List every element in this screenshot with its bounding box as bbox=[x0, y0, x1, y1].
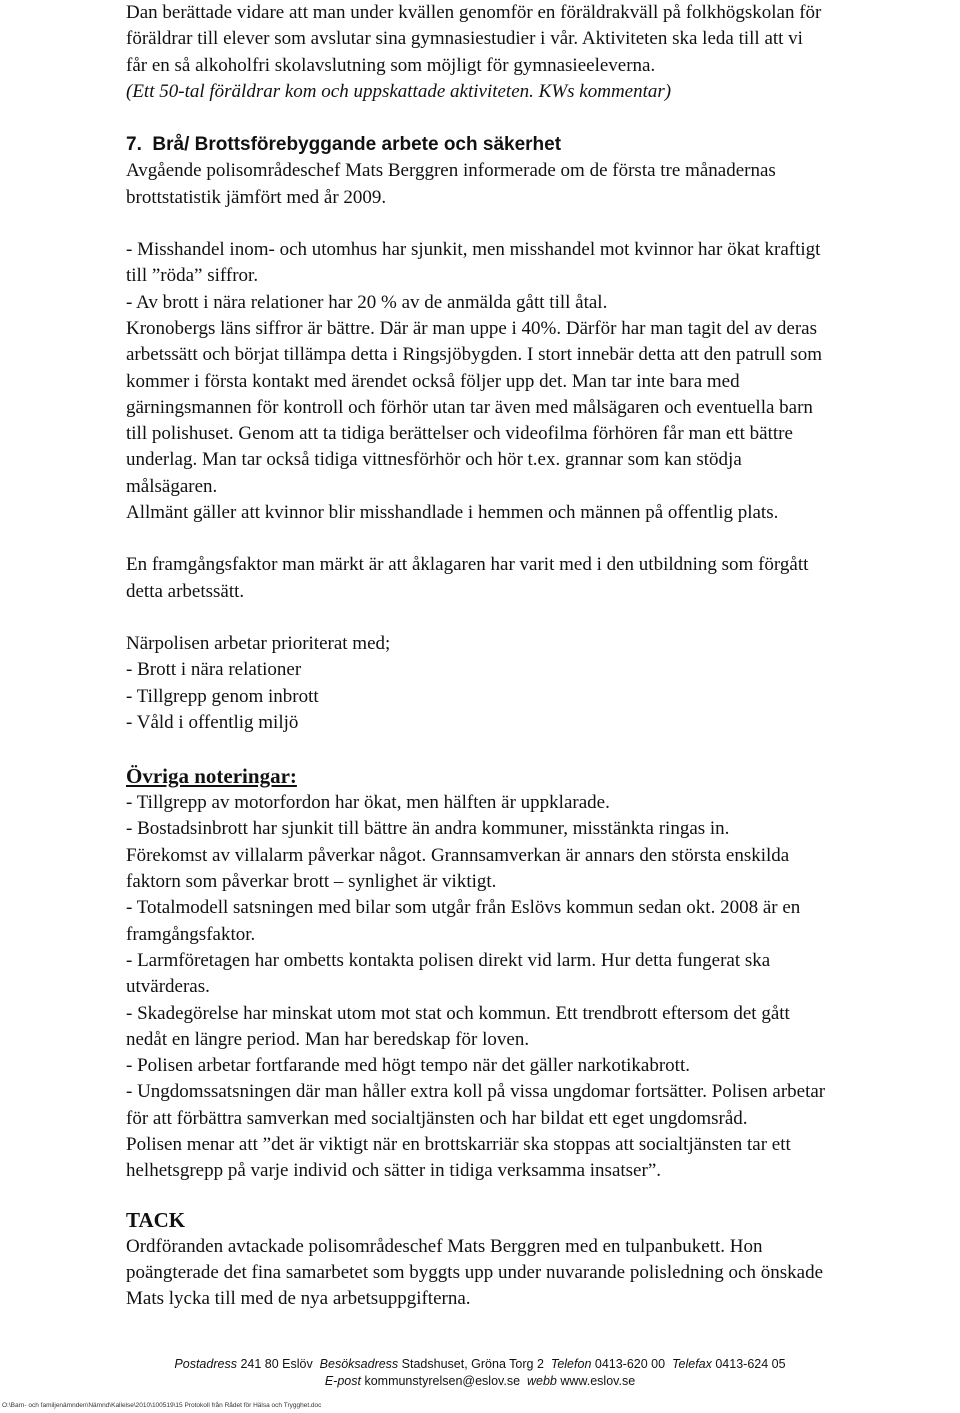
text-line: får en så alkoholfri skolavslutning som möjligt för gymnasieeleverna. bbox=[126, 54, 656, 76]
text-line: - Totalmodell satsningen med bilar som utgår från Eslövs kommun sedan okt. 2008 är en bbox=[126, 897, 801, 919]
text-line: gärningsmannen för kontroll och förhör utan tar även med målsägaren och eventuella barn bbox=[126, 396, 813, 418]
text-line: Mats lycka till med de nya arbetsuppgifterna. bbox=[126, 1288, 471, 1310]
footer-address-line bbox=[0, 1356, 960, 1373]
text-line: för att förbättra samverkan med socialtjänsten och har bildat ett eget ungdomsråd. bbox=[126, 1107, 748, 1129]
telefon-label: Telefon bbox=[550, 1357, 592, 1371]
text-line: - Polisen arbetar fortfarande med högt tempo när det gäller narkotikabrott. bbox=[126, 1055, 690, 1077]
text-line: Förekomst av villalarm påverkar något. Grannsamverkan är annars den största enskilda bbox=[126, 844, 790, 866]
text-line: - Ungdomssatsningen där man håller extra koll på vissa ungdomar fortsätter. Polisen arbetar bbox=[126, 1081, 826, 1103]
text-line: - Tillgrepp av motorfordon har ökat, men hälften är uppklarade. bbox=[126, 792, 610, 814]
text-line: framgångsfaktor. bbox=[126, 923, 256, 945]
tack-heading: TACK bbox=[126, 1207, 186, 1232]
list-item: - Brott i nära relationer bbox=[126, 659, 302, 681]
text-line: arbetssätt och börjat tillämpa detta i Ringsjöbygden. I stort innebär detta att den patrull som bbox=[126, 344, 822, 366]
text-line: - Misshandel inom- och utomhus har sjunkit, men misshandel mot kvinnor har ökat kraftigt bbox=[126, 239, 821, 261]
intro-paragraph bbox=[126, 0, 960, 105]
text-line: - Skadegörelse har minskat utom mot stat och kommun. Ett trendbrott eftersom det gått bbox=[126, 1002, 790, 1024]
intro-text bbox=[126, 0, 960, 105]
file-path: O:\Barn- och familjenämnden\Nämnd\Kallelse\2010\100519\15 Protokoll från Rådet för Hälsa och Trygghet.doc bbox=[2, 1402, 322, 1409]
text-line: nedåt en längre period. Man har beredskap för loven. bbox=[126, 1028, 530, 1050]
section-7 bbox=[126, 132, 960, 736]
text-line: målsägaren. bbox=[126, 475, 218, 497]
besoksadress-label: Besöksadress bbox=[319, 1357, 399, 1371]
text-line: Kronobergs läns siffror är bättre. Där är man uppe i 40%. Därför har man tagit del av deras bbox=[126, 317, 817, 339]
postadress-label: Postadress bbox=[174, 1357, 237, 1371]
text-line: poängterade det fina samarbetet som byggts upp under nuvarande polisledning och önskade bbox=[126, 1261, 823, 1283]
list-item: - Våld i offentlig miljö bbox=[126, 711, 299, 733]
telefax-label: Telefax bbox=[672, 1357, 712, 1371]
document-body bbox=[126, 0, 960, 1312]
text-line: faktorn som påverkar brott – synlighet är viktigt. bbox=[126, 871, 497, 893]
epost-value: kommunstyrelsen@eslov.se bbox=[364, 1374, 521, 1388]
text-line: brottstatistik jämfört med år 2009. bbox=[126, 186, 387, 208]
text-line: till ”röda” siffror. bbox=[126, 265, 259, 287]
webb-value: www.eslov.se bbox=[560, 1374, 636, 1388]
webb-label: webb bbox=[526, 1374, 557, 1388]
section-number: 7. bbox=[126, 134, 142, 156]
tack-section bbox=[126, 1206, 960, 1313]
text-line: - Larmföretagen har ombetts kontakta polisen direkt vid larm. Hur detta fungerat ska bbox=[126, 949, 771, 971]
text-line: kommer i första kontakt med ärendet också följer upp det. Man tar inte bara med bbox=[126, 370, 740, 392]
comment-line: (Ett 50-tal föräldrar kom och uppskattade aktiviteten. KWs kommentar) bbox=[126, 80, 672, 102]
text-line: till polishuset. Genom att ta tidiga berättelser och videofilma förhören får man ett bättre bbox=[126, 423, 793, 445]
section-intro bbox=[126, 158, 960, 211]
text-line: helhetsgrepp på varje individ och sätter in tidiga verksamma insatser”. bbox=[126, 1160, 661, 1182]
text-line: underlag. Man tar också tidiga vittnesförhör och hör t.ex. grannar som kan stödja bbox=[126, 449, 742, 471]
footer-contact-line bbox=[0, 1373, 960, 1390]
telefon-value: 0413-620 00 bbox=[594, 1357, 666, 1371]
postadress-value: 241 80 Eslöv bbox=[240, 1357, 313, 1371]
text-line: Allmänt gäller att kvinnor blir misshandlade i hemmen och männen på offentlig plats. bbox=[126, 502, 779, 524]
text-line: Ordföranden avtackade polisområdeschef Mats Berggren med en tulpanbukett. Hon bbox=[126, 1235, 763, 1257]
text-line: Närpolisen arbetar prioriterat med; bbox=[126, 632, 391, 654]
text-line: En framgångsfaktor man märkt är att åklagaren har varit med i den utbildning som förgått bbox=[126, 554, 809, 576]
priority-list bbox=[126, 631, 960, 736]
tack-text bbox=[126, 1234, 960, 1313]
text-line: detta arbetssätt. bbox=[126, 580, 245, 602]
text-line: - Av brott i nära relationer har 20 % av de anmälda gått till åtal. bbox=[126, 291, 608, 313]
telefax-value: 0413-624 05 bbox=[715, 1357, 786, 1371]
text-line: Polisen menar att ”det är viktigt när en brottskarriär ska stoppas att socialtjänsten tar ett bbox=[126, 1133, 791, 1155]
list-item: - Tillgrepp genom inbrott bbox=[126, 685, 319, 707]
success-paragraph bbox=[126, 552, 960, 605]
text-line: - Bostadsinbrott har sjunkit till bättre än andra kommuner, misstänkta ringas in. bbox=[126, 818, 730, 840]
ovriga-section bbox=[126, 762, 960, 1184]
ovriga-text bbox=[126, 790, 960, 1184]
text-line: Avgående polisområdeschef Mats Berggren informerade om de första tre månadernas bbox=[126, 160, 776, 182]
besoksadress-value: Stadshuset, Gröna Torg 2 bbox=[401, 1357, 544, 1371]
page-footer bbox=[0, 1356, 960, 1390]
section-title: Brå/ Brottsförebyggande arbete och säkerhet bbox=[152, 134, 562, 156]
statistics-paragraph bbox=[126, 237, 960, 526]
section-heading bbox=[126, 132, 960, 158]
text-line: utvärderas. bbox=[126, 976, 210, 998]
text-line: Dan berättade vidare att man under kvällen genomför en föräldrakväll på folkhögskolan för bbox=[126, 2, 822, 23]
ovriga-heading: Övriga noteringar: bbox=[126, 764, 297, 789]
text-line: föräldrar till elever som avslutar sina gymnasiestudier i vår. Aktiviteten ska leda till att vi bbox=[126, 28, 803, 50]
epost-label: E-post bbox=[324, 1374, 361, 1388]
